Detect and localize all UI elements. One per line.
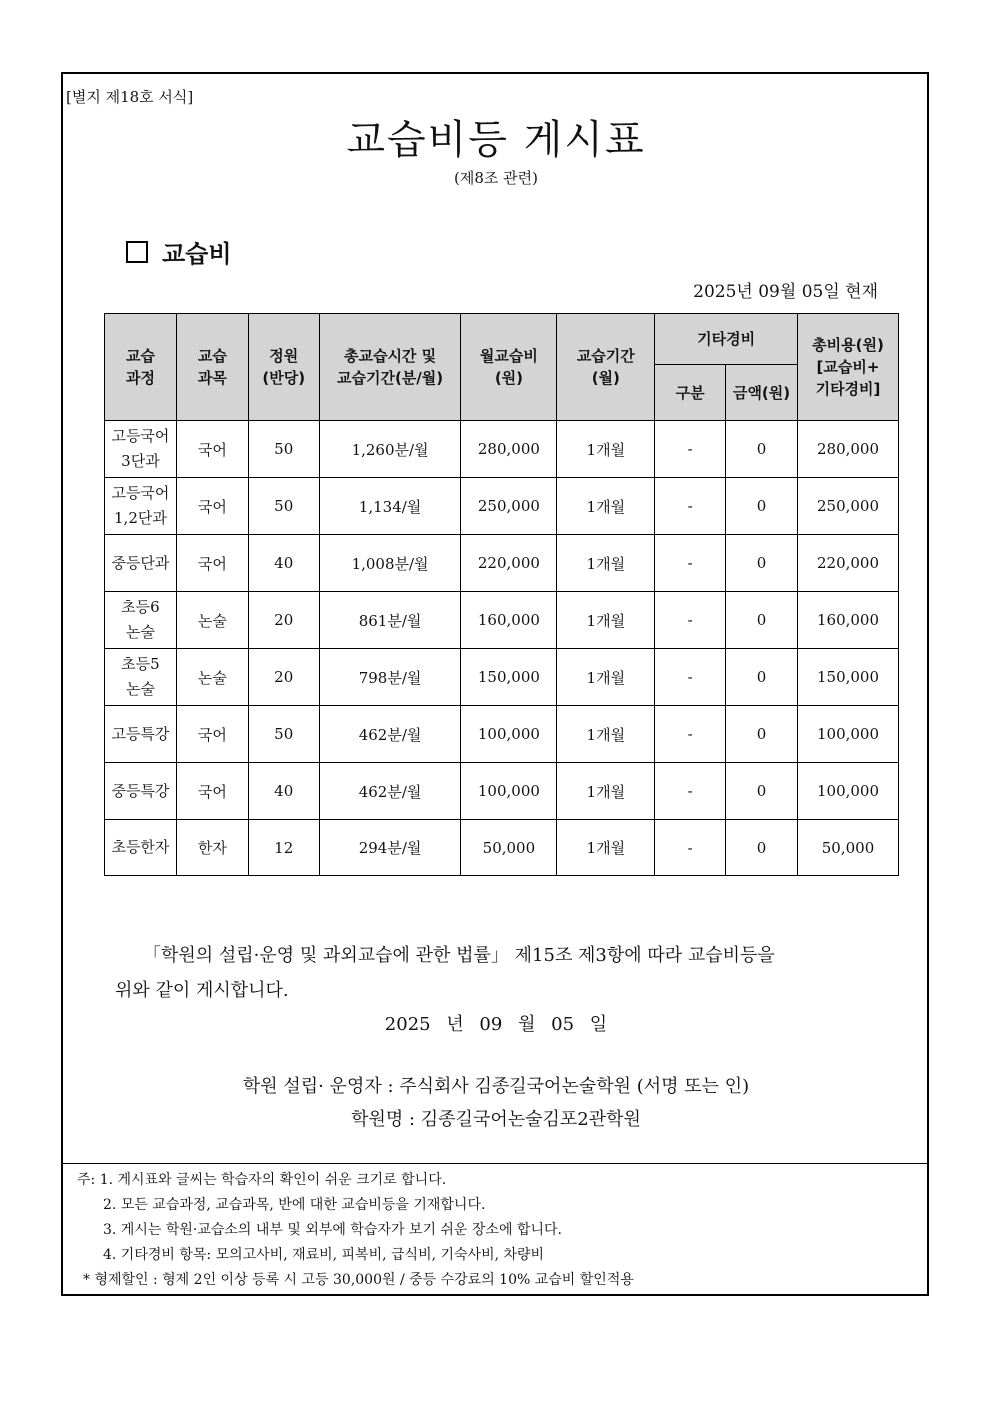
cell-expense-category: - <box>655 763 726 820</box>
header-amount: 금액(원) <box>726 365 798 421</box>
note-3: 3. 게시는 학원·교습소의 내부 및 외부에 학습자가 보기 쉬운 장소에 합니다. <box>103 1222 562 1238</box>
cell-expense-category: - <box>655 478 726 535</box>
checkbox-square-icon <box>126 241 148 263</box>
cell-subject: 국어 <box>176 535 248 592</box>
cell-capacity: 50 <box>248 706 319 763</box>
cell-monthly-fee: 50,000 <box>461 820 557 876</box>
cell-expense-amount: 0 <box>726 649 798 706</box>
cell-period: 1개월 <box>557 421 655 478</box>
page-subtitle: (제8조 관련) <box>454 169 538 187</box>
cell-course <box>105 535 177 592</box>
course-line: 고등국어 <box>111 484 170 502</box>
cell-subject: 한자 <box>176 820 248 876</box>
cell-subject: 국어 <box>176 763 248 820</box>
header-subject: 교습 과목 <box>176 314 248 421</box>
course-line: 중등단과 <box>111 553 170 572</box>
header-total-hours: 총교습시간 및 교습기간(분/월) <box>319 314 461 421</box>
legal-statement <box>115 938 885 1008</box>
cell-period: 1개월 <box>557 649 655 706</box>
header-period: 교습기간 (월) <box>557 314 655 421</box>
operator-line: 학원 설립· 운영자 : 주식회사 김종길국어논술학원 (서명 또는 인) <box>242 1076 750 1097</box>
note-2: 2. 모든 교습과정, 교습과목, 반에 대한 교습비등을 기재합니다. <box>103 1197 486 1213</box>
cell-period: 1개월 <box>557 820 655 876</box>
cell-subject: 논술 <box>176 592 248 649</box>
cell-course <box>105 421 177 478</box>
cell-course <box>105 706 177 763</box>
cell-period: 1개월 <box>557 535 655 592</box>
cell-expense-amount: 0 <box>726 478 798 535</box>
cell-hours: 1,260분/월 <box>319 421 461 478</box>
cell-hours: 294분/월 <box>319 820 461 876</box>
section-heading-label: 교습비 <box>162 240 232 268</box>
cell-expense-amount: 0 <box>726 763 798 820</box>
cell-expense-amount: 0 <box>726 592 798 649</box>
cell-expense-amount: 0 <box>726 535 798 592</box>
cell-hours: 462분/월 <box>319 763 461 820</box>
cell-monthly-fee: 100,000 <box>461 706 557 763</box>
cell-monthly-fee: 280,000 <box>461 421 557 478</box>
as-of-date: 2025년 09월 05일 현재 <box>693 282 878 302</box>
cell-monthly-fee: 100,000 <box>461 763 557 820</box>
cell-capacity: 20 <box>248 649 319 706</box>
cell-hours: 462분/월 <box>319 706 461 763</box>
cell-total-cost: 160,000 <box>798 592 899 649</box>
table-row <box>105 421 899 478</box>
header-total-cost: 총비용(원) [교습비+ 기타경비] <box>798 314 899 421</box>
header-monthly-fee: 월교습비 (원) <box>461 314 557 421</box>
cell-capacity: 50 <box>248 421 319 478</box>
cell-expense-category: - <box>655 535 726 592</box>
cell-capacity: 50 <box>248 478 319 535</box>
cell-course <box>105 763 177 820</box>
course-line: 초등6 <box>121 598 160 616</box>
cell-total-cost: 280,000 <box>798 421 899 478</box>
cell-expense-category: - <box>655 649 726 706</box>
cell-total-cost: 50,000 <box>798 820 899 876</box>
cell-monthly-fee: 150,000 <box>461 649 557 706</box>
cell-hours: 1,134/월 <box>319 478 461 535</box>
course-line: 논술 <box>125 623 155 641</box>
table-row <box>105 820 899 876</box>
course-line: 고등특강 <box>111 724 170 743</box>
posting-date: 2025 년 09 월 05 일 <box>384 1014 608 1035</box>
table-row <box>105 706 899 763</box>
course-line: 논술 <box>125 680 155 698</box>
cell-subject: 논술 <box>176 649 248 706</box>
cell-total-cost: 220,000 <box>798 535 899 592</box>
cell-hours: 798분/월 <box>319 649 461 706</box>
cell-subject: 국어 <box>176 421 248 478</box>
course-line: 중등특강 <box>111 781 170 800</box>
table-row <box>105 478 899 535</box>
course-line: 고등국어 <box>111 427 170 445</box>
note-4: 4. 기타경비 항목: 모의고사비, 재료비, 피복비, 급식비, 기숙사비, 차량비 <box>103 1247 545 1263</box>
table-row <box>105 763 899 820</box>
cell-period: 1개월 <box>557 478 655 535</box>
cell-monthly-fee: 220,000 <box>461 535 557 592</box>
cell-subject: 국어 <box>176 706 248 763</box>
course-line: 초등5 <box>121 655 160 673</box>
notes-section <box>61 1163 929 1296</box>
header-other-expenses: 기타경비 <box>655 314 798 365</box>
table-row <box>105 592 899 649</box>
section-heading <box>126 234 232 269</box>
cell-capacity: 12 <box>248 820 319 876</box>
page-title: 교습비등 게시표 <box>346 117 646 163</box>
cell-total-cost: 100,000 <box>798 763 899 820</box>
cell-capacity: 40 <box>248 763 319 820</box>
cell-expense-category: - <box>655 592 726 649</box>
legal-statement-line1: 「학원의 설립·운영 및 과외교습에 관한 법률」 제15조 제3항에 따라 교습비등을 <box>143 945 775 966</box>
form-number: [별지 제18호 서식] <box>66 88 194 106</box>
cell-total-cost: 250,000 <box>798 478 899 535</box>
cell-expense-amount: 0 <box>726 820 798 876</box>
header-capacity: 정원 (반당) <box>248 314 319 421</box>
cell-expense-amount: 0 <box>726 706 798 763</box>
table-row <box>105 649 899 706</box>
course-line: 3단과 <box>121 452 160 470</box>
cell-expense-amount: 0 <box>726 421 798 478</box>
cell-capacity: 20 <box>248 592 319 649</box>
cell-hours: 1,008분/월 <box>319 535 461 592</box>
cell-period: 1개월 <box>557 592 655 649</box>
cell-course <box>105 592 177 649</box>
cell-course <box>105 478 177 535</box>
cell-total-cost: 100,000 <box>798 706 899 763</box>
table-row <box>105 535 899 592</box>
fee-table <box>104 313 899 876</box>
cell-expense-category: - <box>655 706 726 763</box>
cell-subject: 국어 <box>176 478 248 535</box>
discount-note: * 형제할인 : 형제 2인 이상 등록 시 고등 30,000원 / 중등 수강료의 10% 교습비 할인적용 <box>83 1272 634 1288</box>
cell-hours: 861분/월 <box>319 592 461 649</box>
header-course: 교습 과정 <box>105 314 177 421</box>
course-line: 초등한자 <box>111 838 170 856</box>
cell-period: 1개월 <box>557 763 655 820</box>
cell-expense-category: - <box>655 820 726 876</box>
note-1: 주: 1. 게시표와 글씨는 학습자의 확인이 쉬운 크기로 합니다. <box>77 1172 447 1188</box>
header-category: 구분 <box>655 365 726 421</box>
cell-course <box>105 820 177 876</box>
cell-monthly-fee: 160,000 <box>461 592 557 649</box>
cell-monthly-fee: 250,000 <box>461 478 557 535</box>
course-line: 1,2단과 <box>114 509 167 527</box>
cell-total-cost: 150,000 <box>798 649 899 706</box>
cell-period: 1개월 <box>557 706 655 763</box>
academy-name: 학원명 : 김종길국어논술김포2관학원 <box>351 1109 641 1130</box>
cell-course <box>105 649 177 706</box>
cell-capacity: 40 <box>248 535 319 592</box>
cell-expense-category: - <box>655 421 726 478</box>
legal-statement-line2: 위와 같이 게시합니다. <box>115 980 289 1001</box>
